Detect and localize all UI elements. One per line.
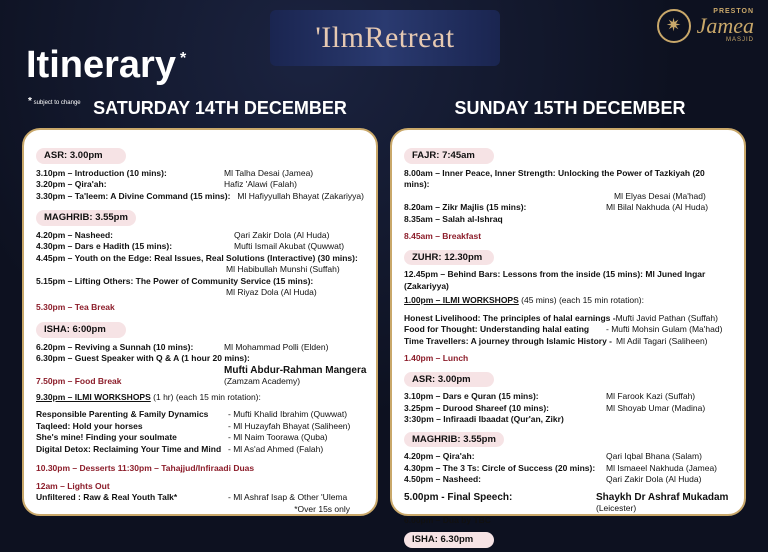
isha-heading: ISHA: 6:00pm <box>36 322 126 338</box>
list-item: 4.30pm – Dars e Hadith (15 mins): Mufti Ismail Akubat (Quwwat) <box>36 241 345 251</box>
list-item: Mufti Abdur-Rahman Mangera <box>224 364 367 376</box>
list-item: Food for Thought: Understanding halal eating - Mufti Mohsin Gulam (Ma'had) <box>404 324 723 334</box>
list-item: Responsible Parenting & Family Dynamics - Mufti Khalid Ibrahim (Quwwat) <box>36 409 348 419</box>
saturday-heading: SATURDAY 14TH DECEMBER <box>93 98 347 118</box>
masjid-logo: ✷ PRESTON Jamea MASJID <box>657 8 754 43</box>
list-item: 3.30pm – Ta'leem: A Divine Command (15 mins): Ml Hafiyyullah Bhayat (Zakariyya) <box>36 190 364 201</box>
list-item: 4.20pm – Nasheed: Qari Zakir Dola (Al Huda) <box>36 229 330 240</box>
list-item: (Leicester) <box>596 503 637 513</box>
geometric-star-icon: ✷ <box>657 9 691 43</box>
isha-heading: ISHA: 6.30pm <box>404 532 494 548</box>
zuhr-heading: ZUHR: 12.30pm <box>404 250 494 266</box>
list-item: 3.10pm – Introduction (10 mins): Ml Talha Desai (Jamea) <box>36 167 314 178</box>
list-item: 7.50pm – Food Break (Zamzam Academy) <box>36 376 301 386</box>
list-item: 8.20am – Zikr Majlis (15 mins): Ml Bilal Nakhuda (Al Huda) <box>404 202 709 212</box>
asr-heading: ASR: 3.00pm <box>36 148 126 164</box>
list-item: 4.30pm – The 3 Ts: Circle of Success (20 mins): Ml Ismaeel Nakhuda (Jamea) <box>404 462 718 473</box>
subject-note: * subject to change <box>28 96 81 107</box>
list-item: 5.00pm - Final Speech: Shaykh Dr Ashraf Mukadam <box>404 491 729 503</box>
workshops-line: 9.30pm – ILMI WORKSHOPS (1 hr) (each 15 min rotation): <box>36 391 261 402</box>
maghrib-heading: MAGHRIB: 3.55pm <box>404 432 504 448</box>
maghrib-heading: MAGHRIB: 3.55pm <box>36 210 136 226</box>
list-item: 4.50pm – Nasheed: Qari Zakir Dola (Al Huda) <box>404 474 702 484</box>
workshops-line: 1.00pm – ILMI WORKSHOPS (45 mins) (each 15 min rotation): <box>404 295 644 305</box>
tea-break: 5.30pm – Tea Break <box>36 301 115 312</box>
event-logo: 'IlmRetreat <box>270 10 500 66</box>
list-item: Digital Detox: Reclaiming Your Time and Mind - Ml As'ad Ahmed (Falah) <box>36 443 324 454</box>
fajr-heading: FAJR: 7:45am <box>404 148 494 164</box>
list-item: 3:30pm – Infiraadi Ibaadat (Qur'an, Zikr) <box>404 414 564 424</box>
list-item: Unfiltered : Raw & Real Youth Talk* - Ml Ashraf Isap & Other 'Ulema <box>36 492 348 502</box>
list-item: Taqleed: Hold your horses - Ml Huzayfah Bhayat (Saliheen) <box>36 420 351 431</box>
sunday-heading: SUNDAY 15TH DECEMBER <box>454 98 686 118</box>
list-item: She's mine! Finding your soulmate - Ml Naim Toorawa (Quba) <box>36 432 328 442</box>
list-item: 4.45pm – Youth on the Edge: Real Issues, Real Solutions (Interactive) (30 mins): <box>36 252 358 263</box>
list-item: 6.20pm – Reviving a Sunnah (10 mins): Ml Mohammad Polli (Elden) <box>36 341 329 352</box>
list-item: Time Travellers: A journey through Islamic History - Ml Adil Tagari (Saliheen) <box>404 335 708 346</box>
saturday-panel: ASR: 3.00pm 3.10pm – Introduction (10 mins): Ml Talha Desai (Jamea) 3.20pm – Qira'ah: Hafiz 'Alawi (Falah) 3.30pm – Ta'leem: A Divine Command (15 mins): Ml Hafiyyullah Bhayat (Zakariyya) MAGHRIB: 3.55pm 4.20pm – Nasheed: Qari Zakir Dola (Al Huda) 4.30pm – Dars e Hadith (15 mins): Mufti Ismail Akubat (Quwwat) 4.45pm – Youth on the Edge: Real Issues, Real Solutions (Interactive) (30 mins): Ml Habibullah Munshi (Suffah) 5.15pm – Lifting Others: The Power of Community Service (15 mins): Ml Riyaz Dola (Al Huda) 5.30pm – Tea Break ISHA: 6:00pm 6.20pm – Reviving a Sunnah (10 mins): Ml Mohammad Polli (Elden) 6.30pm – Guest Speaker with Q & A (1 hour 20 mins): Mufti Abdur-Rahman Mangera 7.50pm – Food Break (Zamzam Academy) 9.30pm – ILMI WORKSHOPS (1 hr) (each 15 min rotation): Responsible Parenting & Family Dynamics - Mufti Khalid Ibrahim (Quwwat) Taqleed: Hold your horses - Ml Huzayfah Bhayat (Saliheen) She's mine! Finding your soulmate - Ml Naim Toorawa (Quba) Digital Detox: Reclaiming Your Time and Mind - Ml As'ad Ahmed (Falah) 10.30pm – Desserts 11:30pm – Tahajjud/Infiraadi Duas 12am – Lights Out Unfiltered : Raw & Real Youth Talk* - Ml Ashraf Isap & Other 'Ulema *Over 15s only <box>22 128 378 516</box>
list-item: Honest Livelihood: The principles of halal earnings - Mufti Javid Pathan (Suffah) <box>404 312 718 323</box>
page-title: Itinerary * <box>26 44 187 86</box>
list-item: 4.20pm – Qira'ah: Qari Iqbal Bhana (Salam) <box>404 451 702 461</box>
list-item: 3.25pm – Durood Shareef (10 mins): Ml Shoyab Umar (Madina) <box>404 402 706 413</box>
asr-heading: ASR: 3.00pm <box>404 372 494 388</box>
list-item: 3.10pm – Dars e Quran (15 mins): Ml Farook Kazi (Suffah) <box>404 391 696 401</box>
list-item: 3.20pm – Qira'ah: Hafiz 'Alawi (Falah) <box>36 179 297 189</box>
sunday-panel: FAJR: 7:45am 8.00am – Inner Peace, Inner Strength: Unlocking the Power of Tazkiyah (20 mins): Ml Elyas Desai (Ma'had) 8.20am – Zikr Majlis (15 mins): Ml Bilal Nakhuda (Al Huda) 8.35am – Salah al-Ishraq 8.45am – Breakfast ZUHR: 12.30pm 12.45pm – Behind Bars: Lessons from the inside (15 mins): Ml Juned Ingar (Zakariyya) 1.00pm – ILMI WORKSHOPS (45 mins) (each 15 min rotation): Honest Livelihood: The principles of halal earnings - Mufti Javid Pathan (Suffah) Food for Thought: Understanding halal eating - Mufti Mohsin Gulam (Ma'had) Time Travellers: A journey through Islamic History - Ml Adil Tagari (Saliheen) 1.40pm – Lunch ASR: 3.00pm 3.10pm – Dars e Quran (15 mins): Ml Farook Kazi (Suffah) 3.25pm – Durood Shareef (10 mins): Ml Shoyab Umar (Madina) 3:30pm – Infiraadi Ibaadat (Qur'an, Zikr) MAGHRIB: 3.55pm 4.20pm – Qira'ah: Qari Iqbal Bhana (Salam) 4.30pm – The 3 Ts: Circle of Success (20 mins): Ml Ismaeel Nakhuda (Jamea) 4.50pm – Nasheed: Qari Zakir Dola (Al Huda) 5.00pm - Final Speech: Shaykh Dr Ashraf Mukadam (Leicester) 6.00pm – Dua by TBC ISHA: 6.30pm <box>390 128 746 516</box>
